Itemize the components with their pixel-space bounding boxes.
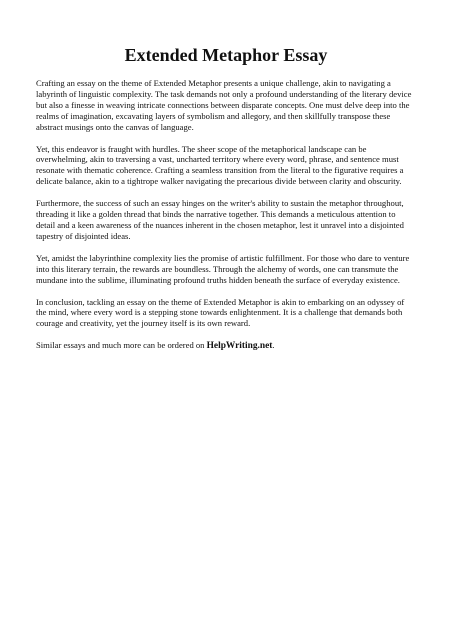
order-note-text: Similar essays and much more can be ordered on xyxy=(36,340,207,351)
paragraph: Crafting an essay on the theme of Extended Metaphor presents a unique challenge, akin to navigating a labyrinth of linguistic complexity. The task demands not only a profound understanding of the literary device but also a finesse in weaving intricate connections between disparate concepts. One must delve deep into the realms of imagination, excavating layers of symbolism and allegory, and then skillfully transpose these abstract musings onto the canvas of language. xyxy=(36,78,412,132)
order-note xyxy=(36,340,416,352)
paragraph: Yet, this endeavor is fraught with hurdles. The sheer scope of the metaphorical landscape can be overwhelming, akin to traversing a vast, uncharted territory where every word, phrase, and sentence must resonate with thematic coherence. Crafting a seamless transition from the literal to the figurative requires a delicate balance, akin to a tightrope walker navigating the precarious divide between clarity and obscurity. xyxy=(36,143,404,187)
paragraph: Furthermore, the success of such an essay hinges on the writer's ability to sustain the metaphor throughout, threading it like a golden thread that binds the narrative together. This demands a meticulous attention to detail and a keen awareness of the nuances inherent in the chosen metaphor, lest it unravel into a disjointed tapestry of disjointed ideas. xyxy=(36,198,404,241)
order-note-end: . xyxy=(272,340,275,351)
document-title: Extended Metaphor Essay xyxy=(124,45,328,65)
site-name: HelpWriting.net xyxy=(206,341,273,352)
paragraph: Yet, amidst the labyrinthine complexity lies the promise of artistic fulfillment. For those who dare to venture into this literary terrain, the rewards are boundless. Through the alchemy of words, one can transmute the mundane into the sublime, illuminating profound truths hidden beneath the surface of everyday existence. xyxy=(36,252,410,285)
paragraph: In conclusion, tackling an essay on the theme of Extended Metaphor is akin to embarking on an odyssey of the mind, where every word is a stepping stone towards enlightenment. It is a challenge that demands both courage and creativity, yet the journey itself is its own reward. xyxy=(36,296,405,329)
